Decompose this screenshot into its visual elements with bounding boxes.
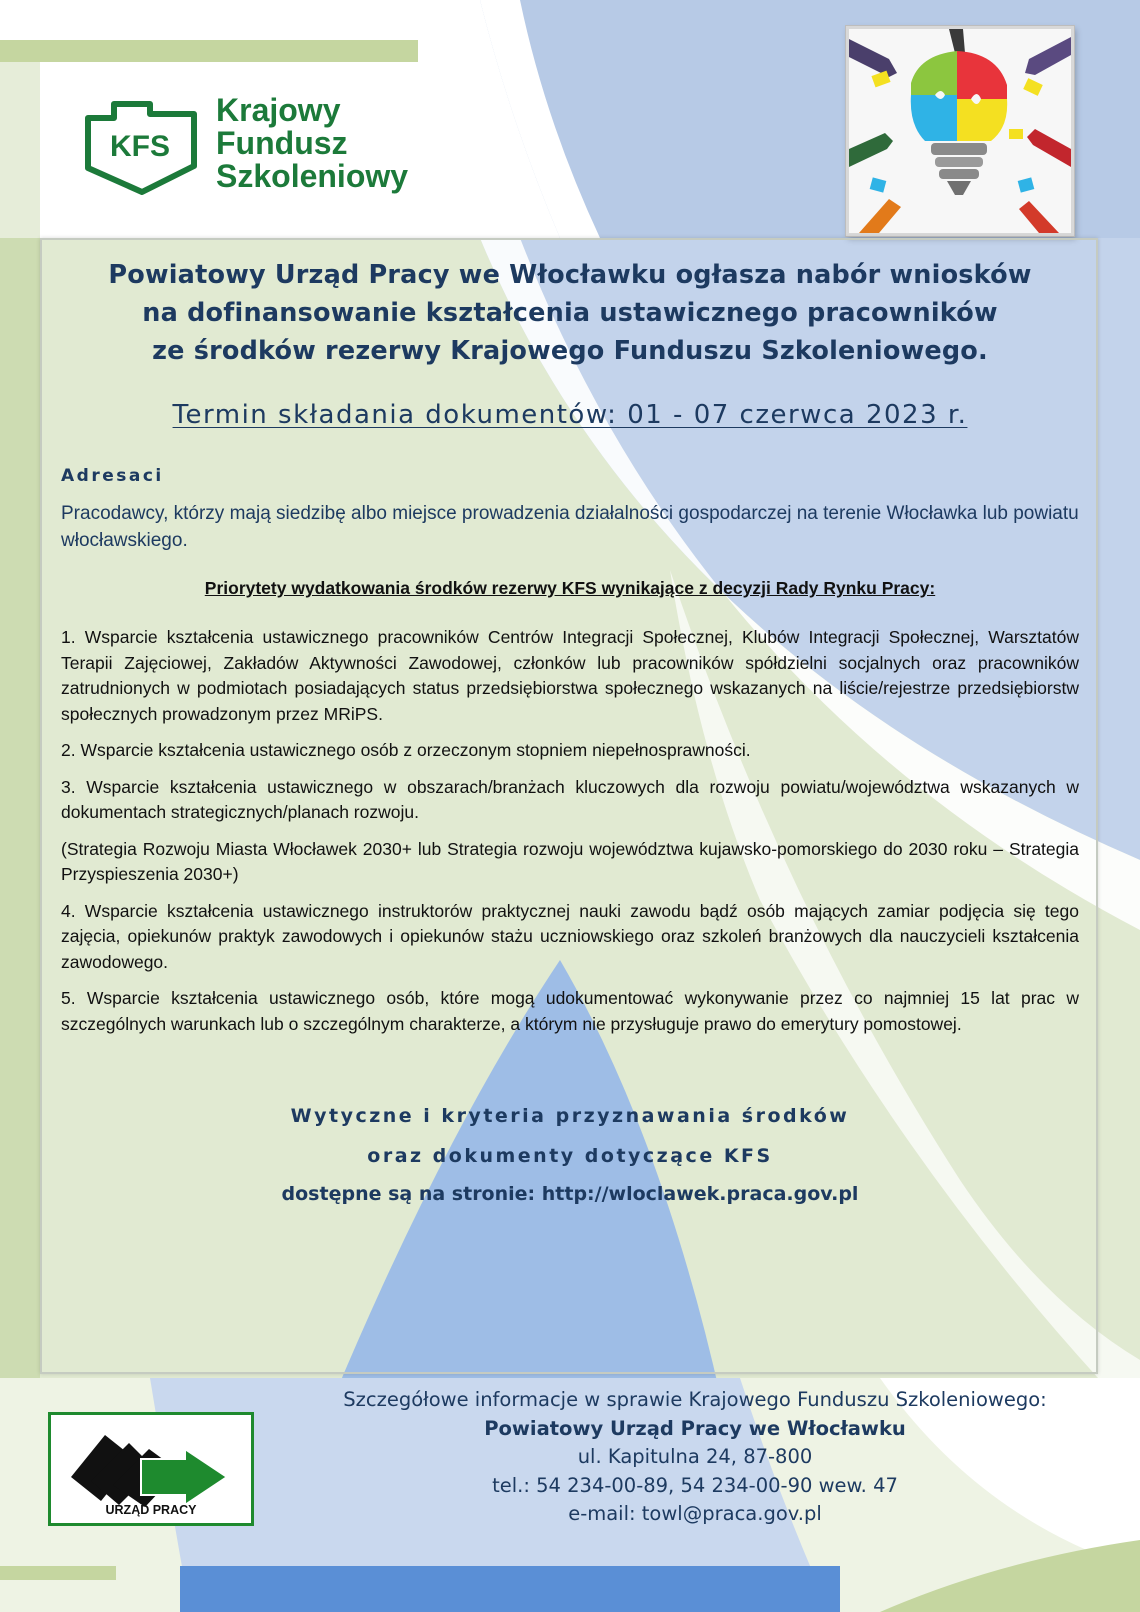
headline-line-2: na dofinansowanie kształcenia ustawicznego pracowników — [142, 298, 998, 328]
office-email[interactable]: e-mail: towl@praca.gov.pl — [568, 1502, 822, 1525]
contact-intro: Szczegółowe informacje w sprawie Krajowego Funduszu Szkoleniowego: — [343, 1388, 1047, 1411]
recipients-heading: Adresaci — [61, 466, 164, 486]
priorities-heading: Priorytety wydatkowania środków rezerwy KFS wynikające z decyzji Rady Rynku Pracy: — [204, 578, 936, 598]
guidelines-website-link[interactable]: dostępne są na stronie: http://wloclawek.praca.gov.pl — [281, 1183, 859, 1205]
puzzle-lightbulb-icon — [849, 29, 1071, 233]
office-name: Powiatowy Urząd Pracy we Włocławku — [484, 1416, 906, 1440]
priority-item-2: 2. Wsparcie kształcenia ustawicznego osób z orzeczonym stopniem niepełnosprawności. — [61, 740, 751, 760]
brand-line-3: Szkoleniowy — [216, 158, 409, 194]
guidelines-line-1: Wytyczne i kryteria przyznawania środków — [290, 1105, 850, 1127]
recipients-text: Pracodawcy, którzy mają siedzibę albo miejsce prowadzenia działalności gospodarczej na terenie Włocławka lub powiatu włocławskiego. — [61, 503, 1079, 551]
submission-deadline — [90, 400, 1050, 430]
priority-item-3-note: (Strategia Rozwoju Miasta Włocławek 2030+ lub Strategia rozwoju województwa kujawsko-pomorskiego do 2030 roku – Strategia Przyspieszenia 2030+) — [61, 838, 1079, 884]
headline-line-3: ze środków rezerwy Krajowego Funduszu Szkoleniowego. — [152, 336, 988, 366]
urzad-pracy-label: URZĄD PRACY — [105, 1503, 197, 1517]
kfs-logo-icon — [84, 100, 202, 196]
office-phone: tel.: 54 234-00-89, 54 234-00-90 wew. 47 — [492, 1473, 898, 1497]
deadline-text: Termin składania dokumentów: 01 - 07 czerwca 2023 r. — [172, 400, 968, 430]
brand-line-2: Fundusz — [216, 125, 348, 161]
puzzle-lightbulb-image — [846, 26, 1074, 236]
priority-item-5: 5. Wsparcie kształcenia ustawicznego osób, które mogą udokumentować wykonywanie przez co najmniej 15 lat prac w szczególnych warunkach lub o szczególnym charakterze, a którym nie przysługuje prawo do emerytury pomostowej. — [61, 988, 1079, 1034]
announcement-headline — [90, 256, 1050, 370]
announcement-body — [61, 466, 1079, 1048]
office-address: ul. Kapitulna 24, 87-800 — [577, 1445, 813, 1468]
urzad-pracy-logo — [48, 1412, 254, 1526]
priority-item-3: 3. Wsparcie kształcenia ustawicznego w obszarach/branżach kluczowych dla rozwoju powiatu/województwa wskazanych w dokumentach strategicznych/planach rozwoju. — [61, 776, 1079, 822]
guidelines-line-2: oraz dokumenty dotyczące KFS — [367, 1145, 773, 1167]
headline-line-1: Powiatowy Urząd Pracy we Włocławku ogłasza nabór wniosków — [108, 260, 1032, 290]
contact-info — [330, 1386, 1060, 1529]
brand-line-1: Krajowy — [216, 92, 341, 128]
guidelines-block — [90, 1104, 1050, 1206]
kfs-logo-abbr: KFS — [110, 130, 170, 163]
kfs-brand-name — [216, 94, 408, 193]
priority-item-1: 1. Wsparcie kształcenia ustawicznego pracowników Centrów Integracji Społecznej, Klubów Integracji Społecznej, Warsztatów Terapii Zajęciowej, Zakładów Aktywności Zawodowej, członków lub pracowników spółdzielni socjalnych oraz pracowników zatrudnionych w podmiotach posiadających status przedsiębiorstwa społecznego wskazanych na liście/rejestrze przedsiębiorstw społecznych prowadzonym przez MRiPS. — [61, 627, 1079, 724]
priority-item-4: 4. Wsparcie kształcenia ustawicznego instruktorów praktycznej nauki zawodu bądź osób mających zamiar podjęcia się tego zajęcia, opiekunów praktyk zawodowych i opiekunów stażu uczniowskiego oraz szkoleń branżowych dla nauczycieli kształcenia zawodowego. — [61, 900, 1079, 972]
